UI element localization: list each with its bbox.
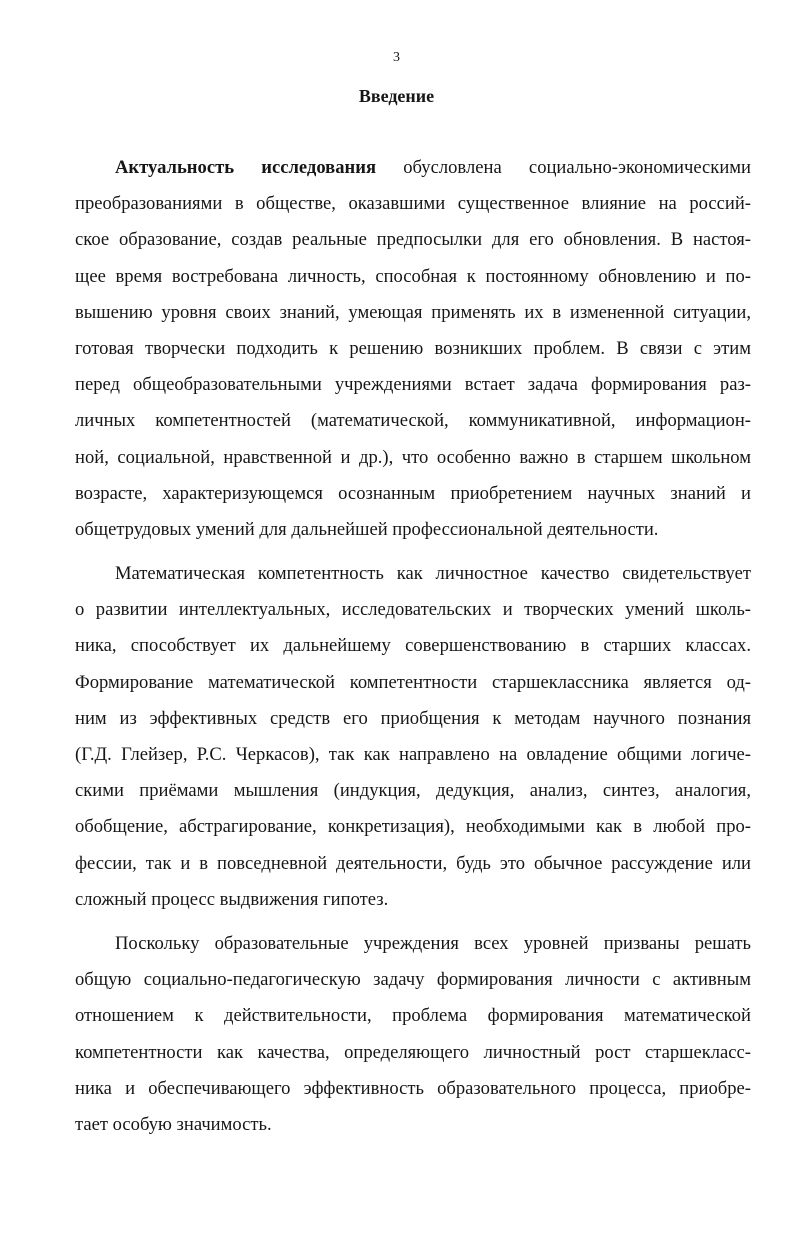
text-line: обобщение, абстрагирование, конкретизация), необходимыми как в любой про- xyxy=(75,816,751,838)
text-line: Математическая компетентность как личностное качество свидетельствует xyxy=(115,563,751,585)
paragraph-relevance xyxy=(75,150,751,548)
body-text xyxy=(75,150,751,1143)
page-number: 3 xyxy=(393,50,400,65)
text-line: тает особую значимость. xyxy=(75,1113,272,1135)
text-line: ника и обеспечивающего эффективность образовательного процесса, приобре- xyxy=(75,1077,751,1099)
paragraph-math-competence xyxy=(75,556,751,918)
text-line: личных компетентностей (математической, коммуникативной, информацион- xyxy=(75,410,751,432)
text-line: ной, социальной, нравственной и др.), что особенно важно в старшем школьном xyxy=(75,446,751,468)
text-line: общую социально-педагогическую задачу формирования личности с активным xyxy=(75,969,751,991)
text-line: Формирование математической компетентности старшеклассника является од- xyxy=(75,671,751,693)
text-line: ника, способствует их дальнейшему совершенствованию в старших классах. xyxy=(75,635,751,657)
text-line: перед общеобразовательными учреждениями встает задача формирования раз- xyxy=(75,374,751,396)
text-line: Поскольку образовательные учреждения всех уровней призваны решать xyxy=(115,932,751,954)
paragraph-problem xyxy=(75,926,751,1143)
text-line: возрасте, характеризующемся осознанным приобретением научных знаний и xyxy=(75,482,751,504)
text-line: скими приёмами мышления (индукция, дедукция, анализ, синтез, аналогия, xyxy=(75,780,751,802)
text-line: ним из эффективных средств его приобщения к методам научного познания xyxy=(75,707,751,729)
text-line: о развитии интеллектуальных, исследовательских и творческих умений школь- xyxy=(75,599,751,621)
text-line: вышению уровня своих знаний, умеющая применять их в измененной ситуации, xyxy=(75,301,751,323)
text-line: сложный процесс выдвижения гипотез. xyxy=(75,888,389,910)
bold-lead-term: Актуальность исследования xyxy=(115,157,376,178)
text-line: компетентности как качества, определяющего личностный рост старшекласс- xyxy=(75,1041,751,1063)
text-line: фессии, так и в повседневной деятельности, будь это обычное рассуждение или xyxy=(75,852,751,874)
text-line: отношением к действительности, проблема формирования математической xyxy=(75,1005,751,1027)
text-line: (Г.Д. Глейзер, Р.С. Черкасов), так как направлено на овладение общими логиче- xyxy=(75,744,751,765)
text-line: готовая творчески подходить к решению возникших проблем. В связи с этим xyxy=(75,337,751,359)
text-line: преобразованиями в обществе, оказавшими существенное влияние на россий- xyxy=(75,193,751,215)
text-line: ское образование, создав реальные предпосылки для его обновления. В настоя- xyxy=(75,229,751,251)
text-line: общетрудовых умений для дальнейшей профессиональной деятельности. xyxy=(75,518,659,540)
text-line: Актуальность исследования обусловлена социально-экономическими xyxy=(115,157,751,178)
section-heading: Введение xyxy=(358,86,435,106)
text-line: щее время востребована личность, способная к постоянному обновлению и по- xyxy=(75,265,751,287)
